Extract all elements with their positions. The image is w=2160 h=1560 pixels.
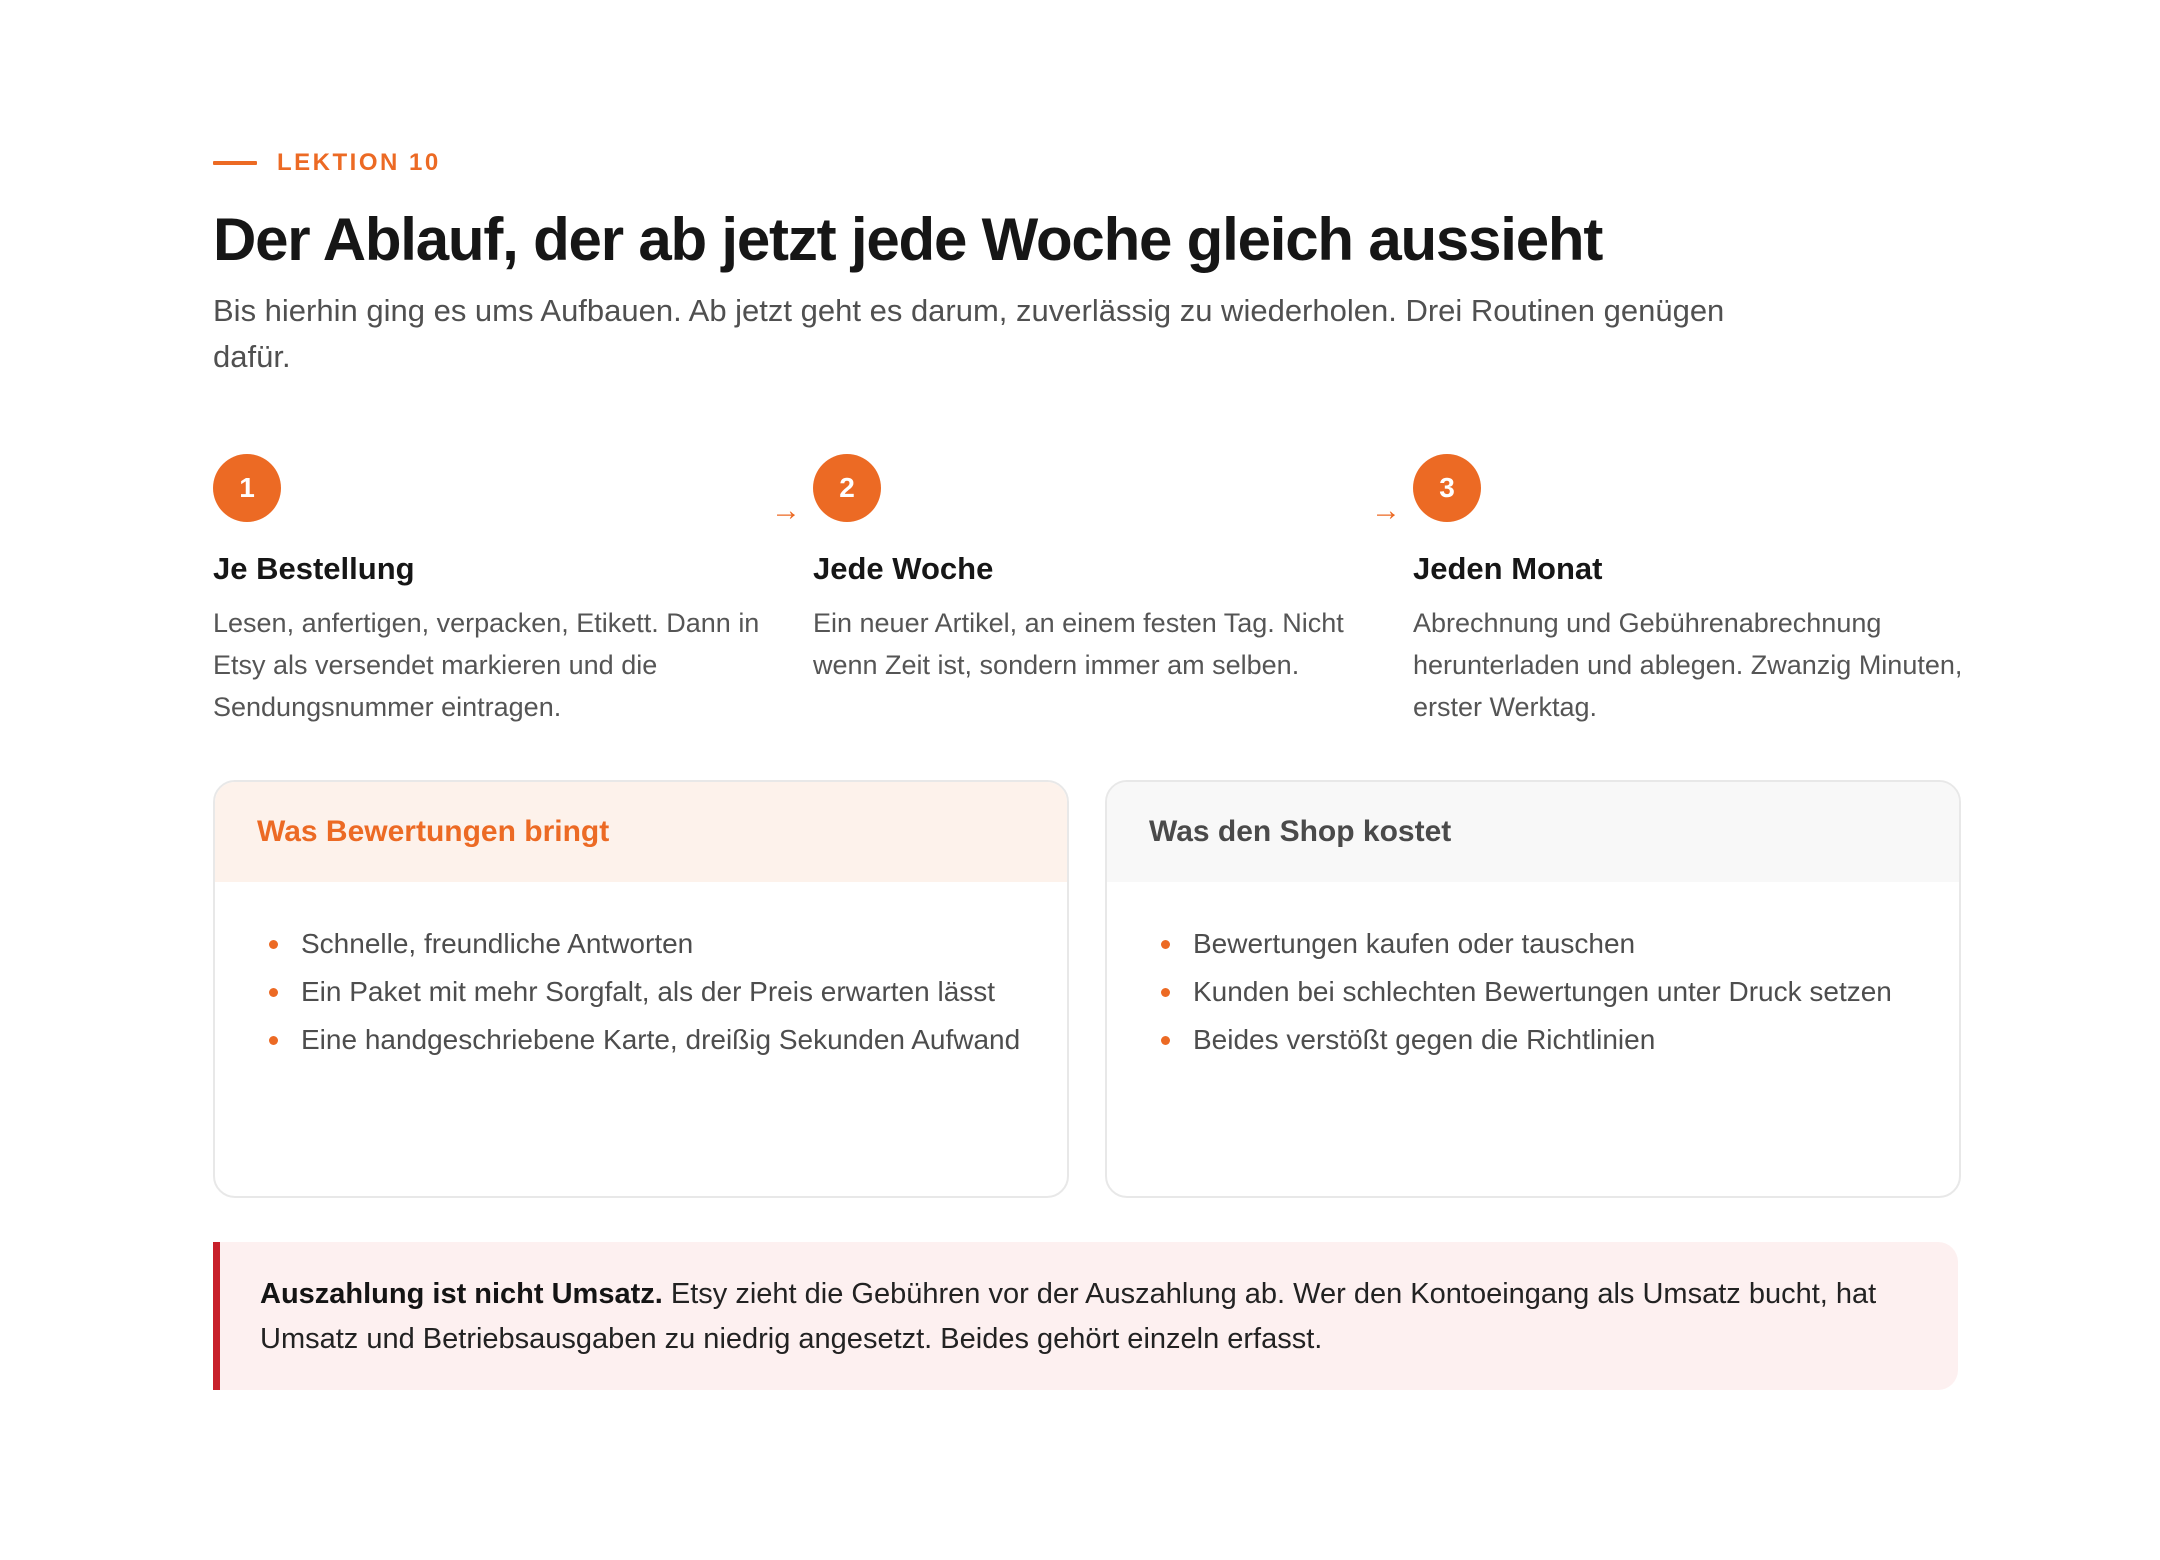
list-item bbox=[1193, 1016, 1919, 1064]
list-item bbox=[301, 968, 1027, 1016]
list-item-text: Ein Paket mit mehr Sorgfalt, als der Preis erwarten lässt bbox=[301, 976, 996, 1007]
list-item bbox=[1193, 968, 1919, 1016]
bullet-dot-icon bbox=[269, 988, 278, 997]
step-number-badge: 1 bbox=[213, 454, 281, 522]
step-description: Lesen, anfertigen, verpacken, Etikett. Dann in Etsy als versendet markieren und die Sendungsnummer eintragen. bbox=[213, 608, 760, 722]
card-shop-costs bbox=[1105, 780, 1961, 1198]
bullet-dot-icon bbox=[269, 940, 278, 949]
routine-steps bbox=[213, 454, 1963, 734]
page-title: Der Ablauf, der ab jetzt jede Woche gleich aussieht bbox=[213, 206, 1603, 273]
step-title: Je Bestellung bbox=[213, 551, 415, 586]
step-title: Jeden Monat bbox=[1413, 551, 1603, 586]
bullet-dot-icon bbox=[1161, 1036, 1170, 1045]
card-list bbox=[215, 882, 1067, 1064]
list-item-text: Bewertungen kaufen oder tauschen bbox=[1193, 928, 1636, 959]
list-item bbox=[301, 1016, 1027, 1064]
bullet-dot-icon bbox=[1161, 988, 1170, 997]
comparison-cards bbox=[213, 780, 1958, 1196]
list-item-text: Beides verstößt gegen die Richtlinien bbox=[1193, 1024, 1656, 1055]
arrow-right-icon: → bbox=[1371, 494, 1401, 527]
lesson-number: LEKTION 10 bbox=[277, 149, 441, 176]
step-per-order bbox=[213, 454, 773, 728]
bullet-dot-icon bbox=[269, 1036, 278, 1045]
list-item-text: Kunden bei schlechten Bewertungen unter Druck setzen bbox=[1193, 976, 1892, 1007]
card-title: Was Bewertungen bringt bbox=[215, 782, 1067, 882]
eyebrow-line bbox=[213, 161, 257, 165]
list-item bbox=[301, 920, 1027, 968]
list-item-text: Schnelle, freundliche Antworten bbox=[301, 928, 694, 959]
card-title: Was den Shop kostet bbox=[1107, 782, 1959, 882]
step-title: Jede Woche bbox=[813, 551, 994, 586]
lesson-eyebrow bbox=[213, 148, 1958, 178]
list-item-text: Eine handgeschriebene Karte, dreißig Sekunden Aufwand bbox=[301, 1024, 1021, 1055]
step-description: Abrechnung und Gebührenabrechnung herunterladen und ablegen. Zwanzig Minuten, erster Werktag. bbox=[1413, 608, 1963, 722]
callout-text: Etsy zieht die Gebühren vor der Auszahlung ab. Wer den Kontoeingang als Umsatz bucht, hat Umsatz und Betriebsausgaben zu niedrig angesetzt. Beides gehört einzeln erfasst. bbox=[260, 1278, 1877, 1355]
page-lede: Bis hierhin ging es ums Aufbauen. Ab jetzt geht es darum, zuverlässig zu wiederholen. Drei Routinen genügen dafür. bbox=[213, 293, 1725, 374]
warning-callout bbox=[213, 1242, 1958, 1390]
callout-heading: Auszahlung ist nicht Umsatz. bbox=[260, 1278, 663, 1310]
card-reviews-do bbox=[213, 780, 1069, 1198]
card-list bbox=[1107, 882, 1959, 1064]
lesson-content bbox=[213, 148, 1963, 1390]
step-description: Ein neuer Artikel, an einem festen Tag. Nicht wenn Zeit ist, sondern immer am selben. bbox=[813, 608, 1344, 680]
step-number-badge: 3 bbox=[1413, 454, 1481, 522]
step-monthly bbox=[1371, 454, 1973, 728]
arrow-right-icon: → bbox=[771, 494, 801, 527]
step-weekly bbox=[771, 454, 1373, 686]
list-item bbox=[1193, 920, 1919, 968]
step-number-badge: 2 bbox=[813, 454, 881, 522]
bullet-dot-icon bbox=[1161, 940, 1170, 949]
